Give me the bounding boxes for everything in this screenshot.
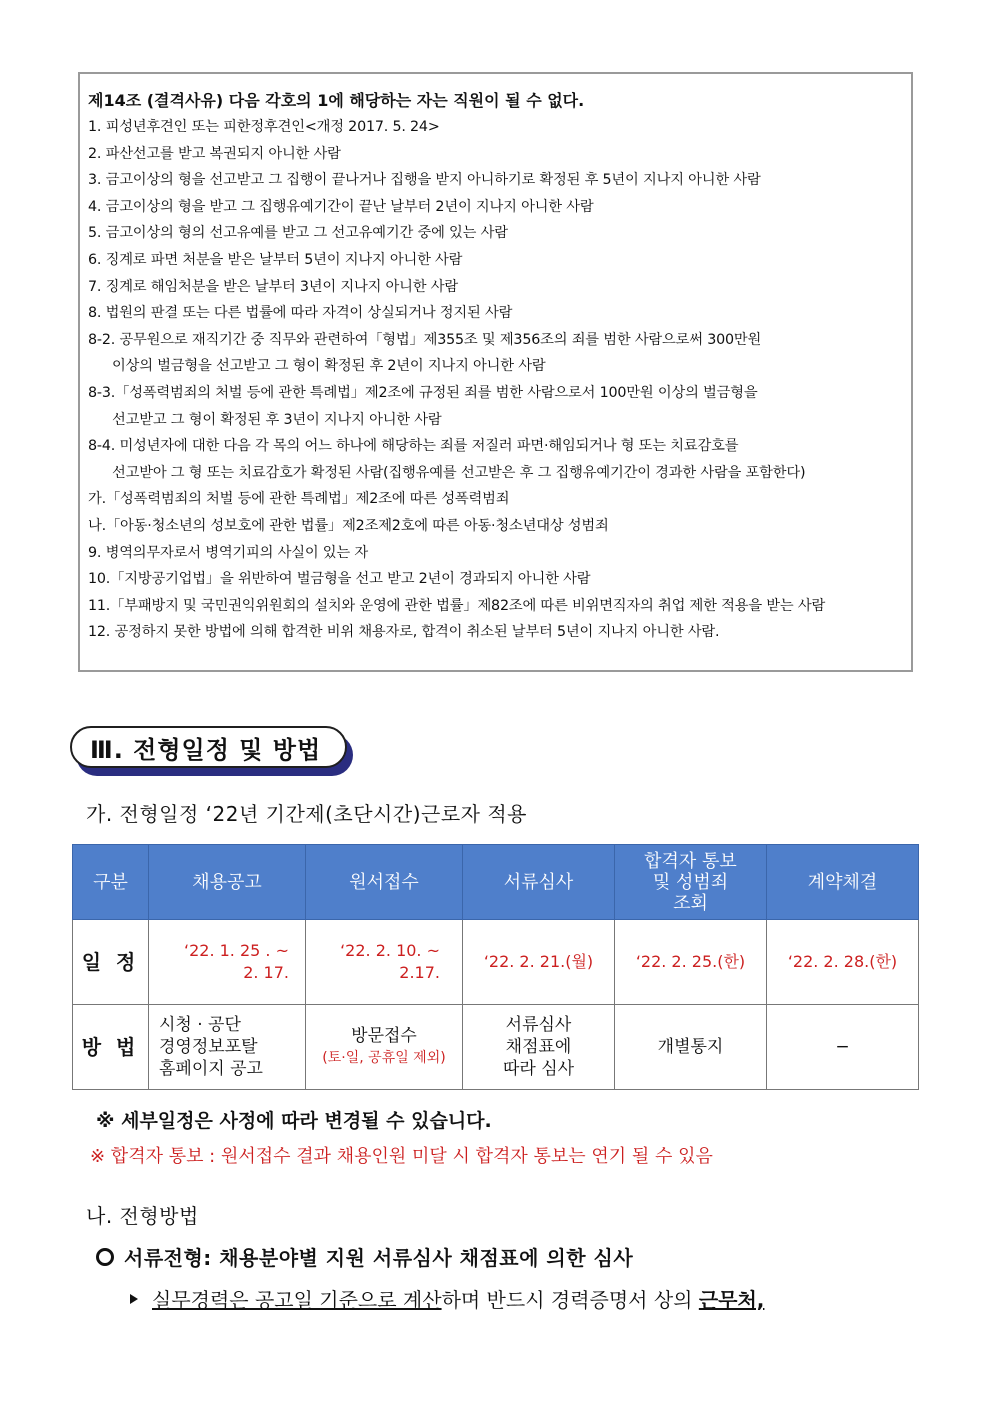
experience-rest: 하며 반드시 경력증명서 상의 [441, 1288, 699, 1312]
pass-notice-note: ※ 합격자 통보 : 원서접수 결과 채용인원 미달 시 합격자 통보는 연기 될 수 있음 [90, 1146, 713, 1167]
article-item: 선고받아 그 형 또는 치료감호가 확정된 사람(집행유예를 선고받은 후 그 집행유예기간이 경과한 사람을 포함한다) [112, 464, 806, 481]
date-notice: ‘22. 2. 25.(한) [615, 920, 767, 1005]
date-posting: ‘22. 1. 25 . ~ 2. 17. [149, 920, 306, 1005]
experience-underlined: 실무경력은 공고일 기준으로 계산 [152, 1288, 442, 1312]
experience-tail: 근무처, [698, 1288, 765, 1312]
date-contract: ‘22. 2. 28.(한) [767, 920, 919, 1005]
article-item: 선고받고 그 형이 확정된 후 3년이 지나지 아니한 사람 [112, 411, 442, 428]
header-cell-application: 원서접수 [306, 845, 463, 920]
disqualification-article-box [78, 72, 913, 672]
method-review: 서류심사 채점표에 따라 심사 [463, 1005, 615, 1090]
article-item: 1. 피성년후견인 또는 피한정후견인<개정 2017. 5. 24> [88, 119, 440, 135]
badge-pill [70, 726, 347, 768]
article-item: 10.「지방공기업법」을 위반하여 벌금형을 선고 받고 2년이 경과되지 아니한 사람 [88, 571, 591, 588]
circle-bullet-icon [96, 1248, 114, 1266]
method-application-cell [306, 1005, 463, 1090]
schedule-change-note: ※ 세부일정은 사정에 따라 변경될 수 있습니다. [96, 1110, 492, 1132]
article-item: 나.「아동·청소년의 성보호에 관한 법률」제2조제2호에 따른 아동·청소년대상 성범죄 [88, 517, 609, 534]
header-cell-review: 서류심사 [463, 845, 615, 920]
method-notice: 개별통지 [615, 1005, 767, 1090]
date-application: ‘22. 2. 10. ~ 2.17. [306, 920, 463, 1005]
document-screening-text: 서류전형: 채용분야별 지원 서류심사 채점표에 의한 심사 [124, 1246, 634, 1270]
schedule-heading: 가. 전형일정 ‘22년 기간제(초단시간)근로자 적용 [86, 802, 527, 826]
section-title: Ⅲ. 전형일정 및 방법 [90, 735, 322, 764]
triangle-bullet-icon [130, 1294, 138, 1304]
schedule-table [72, 844, 919, 1090]
article-item: 3. 금고이상의 형을 선고받고 그 집행이 끝나거나 집행을 받지 아니하기로 확정된 후 5년이 지나지 아니한 사람 [88, 172, 761, 189]
article-item: 11.「부패방지 및 국민권익위원회의 설치와 운영에 관한 법률」제82조에 따른 비위면직자의 취업 제한 적용을 받는 사람 [88, 597, 826, 614]
method-application-note: (토·일, 공휴일 제외) [322, 1050, 446, 1066]
row-label-schedule: 일 정 [73, 920, 149, 1005]
experience-line [130, 1284, 764, 1313]
section-header-badge [70, 726, 353, 774]
method-posting: 시청 · 공단 경영정보포탈 홈페이지 공고 [149, 1005, 306, 1090]
method-application: 방문접수 [351, 1026, 417, 1046]
header-cell-category: 구분 [73, 845, 149, 920]
article-item: 가.「성폭력범죄의 처벌 등에 관한 특례법」제2조에 따른 성폭력범죄 [88, 491, 510, 508]
article-item: 6. 징계로 파면 처분을 받은 날부터 5년이 지나지 아니한 사람 [88, 251, 463, 268]
row-label-method: 방 법 [73, 1005, 149, 1090]
article-item: 8. 법원의 판결 또는 다른 법률에 따라 자격이 상실되거나 정지된 사람 [88, 305, 513, 322]
article-item: 8-2. 공무원으로 재직기간 중 직무와 관련하여「형법」제355조 및 제356조의 죄를 범한 사람으로써 300만원 [88, 331, 762, 348]
article-item: 7. 징계로 해임처분을 받은 날부터 3년이 지나지 아니한 사람 [88, 278, 458, 295]
article-item: 5. 금고이상의 형의 선고유예를 받고 그 선고유예기간 중에 있는 사람 [88, 225, 508, 242]
header-cell-posting: 채용공고 [149, 845, 306, 920]
article-item: 8-4. 미성년자에 대한 다음 각 목의 어느 하나에 해당하는 죄를 저질러 파면·해임되거나 형 또는 치료감호를 [88, 438, 739, 455]
document-screening-line [96, 1242, 633, 1271]
header-cell-notice: 합격자 통보 및 성범죄 조회 [615, 845, 767, 920]
article-item: 이상의 벌금형을 선고받고 그 형이 확정된 후 2년이 지나지 아니한 사람 [112, 358, 546, 375]
method-heading: 나. 전형방법 [86, 1204, 199, 1228]
method-contract: − [767, 1005, 919, 1090]
article-item: 12. 공정하지 못한 방법에 의해 합격한 비위 채용자로, 합격이 취소된 날부터 5년이 지나지 아니한 사람. [88, 624, 720, 641]
article-item: 9. 병역의무자로서 병역기피의 사실이 있는 자 [88, 544, 368, 561]
article-list [88, 114, 903, 646]
article-item: 2. 파산선고를 받고 복권되지 아니한 사람 [88, 145, 341, 162]
date-review: ‘22. 2. 21.(월) [463, 920, 615, 1005]
header-cell-contract: 계약체결 [767, 845, 919, 920]
article-item: 4. 금고이상의 형을 받고 그 집행유예기간이 끝난 날부터 2년이 지나지 아니한 사람 [88, 198, 594, 215]
article-title: 제14조 (결격사유) 다음 각호의 1에 해당하는 자는 직원이 될 수 없다. [88, 91, 585, 110]
article-item: 8-3.「성폭력범죄의 처벌 등에 관한 특례법」제2조에 규정된 죄를 범한 사람으로서 100만원 이상의 벌금형을 [88, 384, 758, 401]
